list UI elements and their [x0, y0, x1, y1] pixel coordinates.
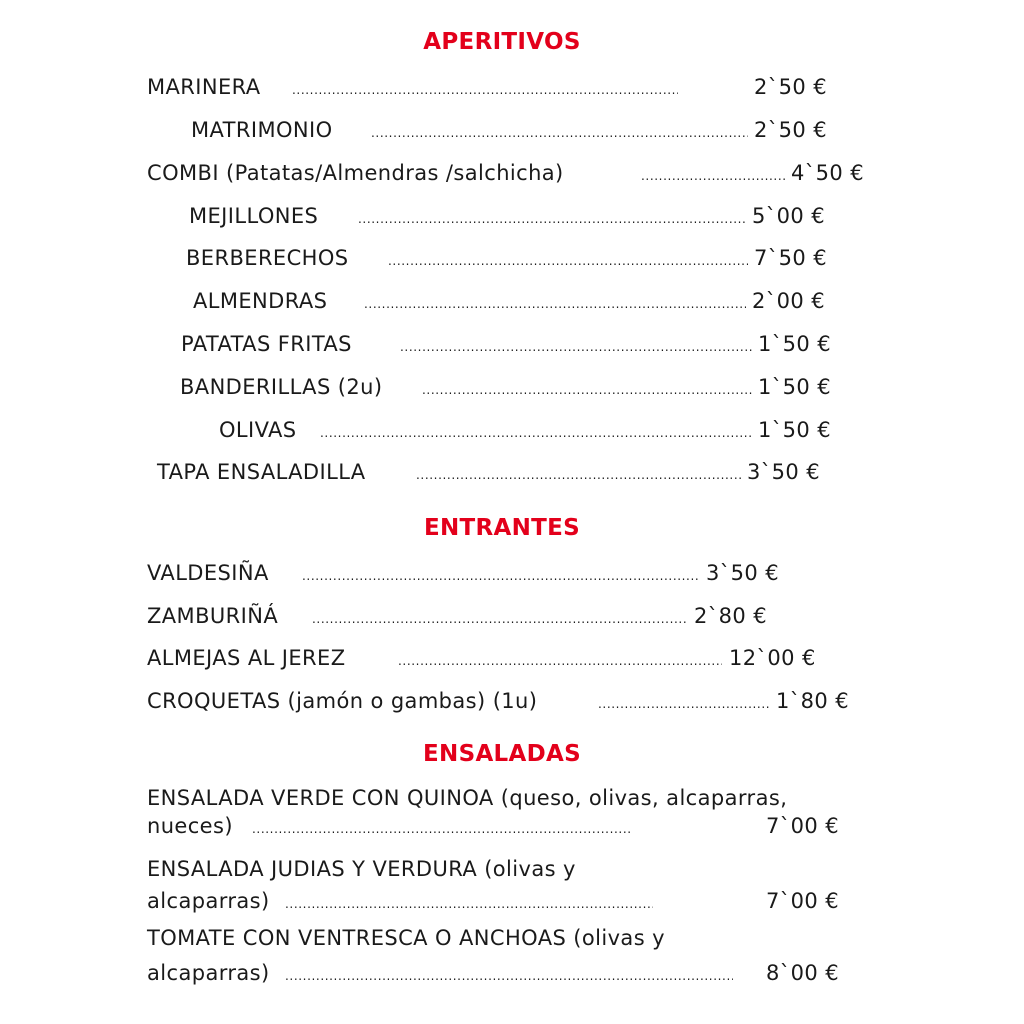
leader-dots: [285, 958, 733, 988]
section-title-entrantes: ENTRANTES: [423, 515, 581, 541]
leader-dots: [598, 686, 770, 716]
item-name-line1: TOMATE CON VENTRESCA O ANCHOAS (olivas y: [147, 926, 665, 950]
item-name: BERBERECHOS: [186, 246, 349, 270]
item-price: 4`50 €: [791, 161, 865, 185]
item-name: MATRIMONIO: [191, 118, 333, 142]
item-name: ZAMBURIÑÁ: [147, 604, 279, 628]
section-title-ensaladas: ENSALADAS: [423, 741, 581, 767]
leader-dots: [312, 601, 688, 631]
leader-dots: [358, 201, 746, 231]
item-price: 1`50 €: [758, 332, 832, 356]
item-name: MEJILLONES: [189, 204, 319, 228]
item-name: MARINERA: [147, 75, 261, 99]
item-price: 2`00 €: [752, 289, 826, 313]
leader-dots: [320, 415, 752, 445]
leader-dots: [364, 286, 746, 316]
item-price: 7`50 €: [754, 246, 828, 270]
item-price: 2`80 €: [694, 604, 768, 628]
item-price: 2`50 €: [754, 118, 828, 142]
item-price: 3`50 €: [747, 460, 821, 484]
item-name-line1: ENSALADA JUDIAS Y VERDURA (olivas y: [147, 857, 576, 881]
item-name-line1: ENSALADA VERDE CON QUINOA (queso, olivas, alcaparras,: [147, 786, 788, 810]
item-name: ALMEJAS AL JEREZ: [147, 646, 346, 670]
item-name: ALMENDRAS: [193, 289, 328, 313]
item-price: 1`50 €: [758, 418, 832, 442]
leader-dots: [641, 158, 785, 188]
item-price: 8`00 €: [766, 961, 840, 985]
leader-dots: [285, 886, 653, 916]
leader-dots: [400, 329, 752, 359]
item-name: PATATAS FRITAS: [181, 332, 352, 356]
item-name-line2: alcaparras): [147, 889, 270, 913]
item-price: 7`00 €: [766, 889, 840, 913]
item-price: 2`50 €: [754, 75, 828, 99]
item-price: 3`50 €: [706, 561, 780, 585]
item-name: BANDERILLAS (2u): [180, 375, 383, 399]
item-name: TAPA ENSALADILLA: [157, 460, 366, 484]
leader-dots: [416, 457, 741, 487]
item-price: 7`00 €: [766, 814, 840, 838]
item-price: 1`80 €: [776, 689, 850, 713]
item-name: COMBI (Patatas/Almendras /salchicha): [147, 161, 564, 185]
item-price: 5`00 €: [752, 204, 826, 228]
leader-dots: [252, 811, 632, 841]
leader-dots: [302, 558, 700, 588]
item-price: 1`50 €: [758, 375, 832, 399]
leader-dots: [398, 643, 722, 673]
leader-dots: [371, 115, 748, 145]
item-name-line2: nueces): [147, 814, 233, 838]
leader-dots: [388, 243, 748, 273]
item-price: 12`00 €: [729, 646, 816, 670]
item-name: VALDESIÑA: [147, 561, 269, 585]
item-name: OLIVAS: [219, 418, 297, 442]
leader-dots: [422, 372, 752, 402]
item-name: CROQUETAS (jamón o gambas) (1u): [147, 689, 538, 713]
item-name-line2: alcaparras): [147, 961, 270, 985]
section-title-aperitivos: APERITIVOS: [423, 29, 581, 55]
leader-dots: [292, 72, 678, 102]
